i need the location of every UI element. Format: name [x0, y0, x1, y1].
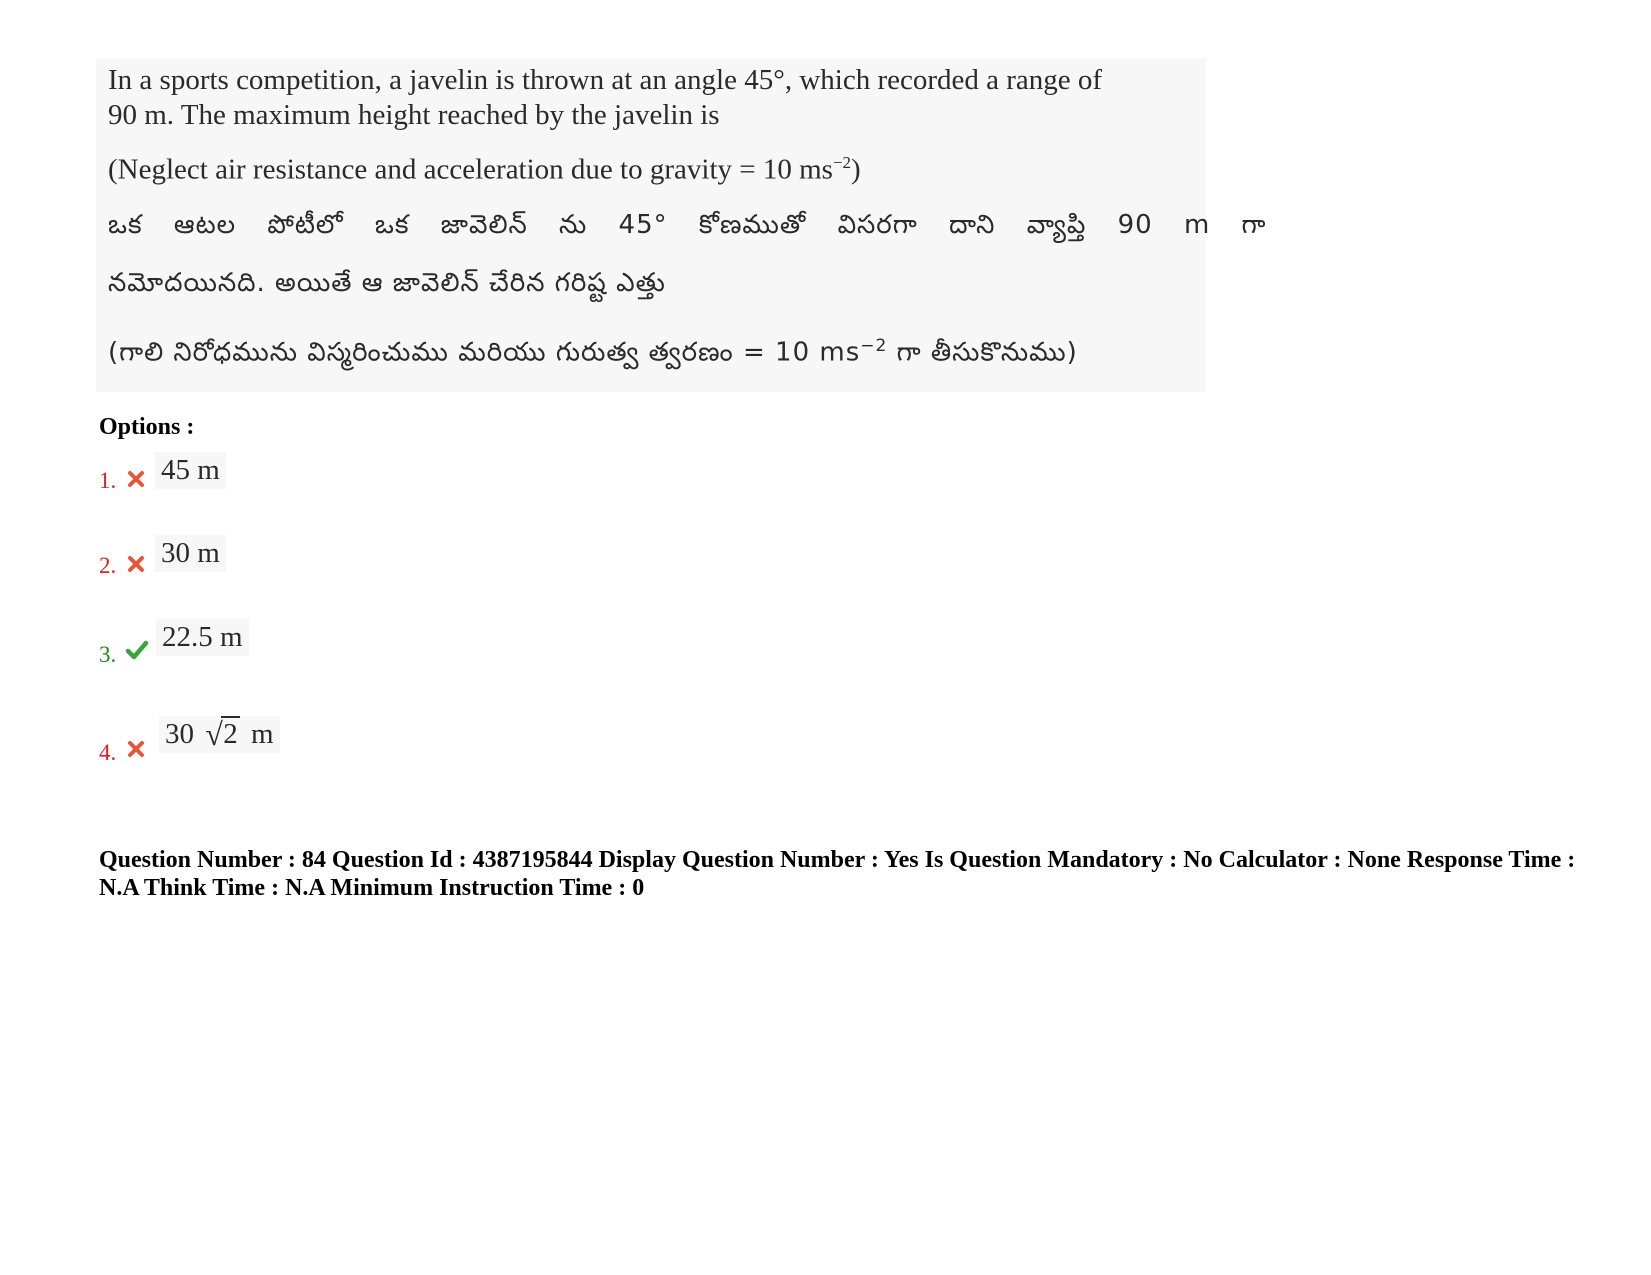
cross-icon: [125, 738, 147, 760]
cross-icon: [125, 553, 147, 575]
question-note: [108, 153, 861, 187]
question-metadata: Question Number : 84 Question Id : 4387195844 Display Question Number : Yes Is Question Mandatory : No Calculator : None Response Time : N.A Think Time : N.A Minimum Instruction Time : 0: [99, 847, 1576, 901]
radical-sign-icon: √: [205, 716, 223, 752]
question-telugu-note-exponent: −2: [860, 336, 888, 356]
question-text-line-2: 90 m. The maximum height reached by the javelin is: [108, 99, 720, 131]
question-telugu-note-close: గా తీసుకొనుము): [887, 337, 1078, 368]
question-telugu-note-text: (గాలి నిరోధమును విస్మరించుము మరియు గురుత్వ త్వరణం = 10 ms: [108, 337, 861, 368]
check-icon: [125, 639, 147, 661]
option-text: 30 m: [155, 535, 226, 572]
option-text-unit: m: [251, 718, 274, 750]
question-telugu-line-1: ఒక ఆటల పోటీలో ఒక జావెలిన్ ను 45° కోణముతో విసరగా దాని వ్యాప్తి 90 m గా: [108, 210, 1267, 240]
option-number: 1.: [99, 468, 117, 493]
options-label: Options :: [99, 414, 195, 440]
option-text: 45 m: [155, 452, 226, 489]
question-note-text: (Neglect air resistance and acceleration due to gravity = 10 ms: [108, 153, 833, 186]
option-number: 4.: [99, 740, 117, 765]
question-image: [96, 58, 1267, 392]
option-text-coefficient: 30: [165, 718, 194, 750]
question-telugu-line-2: నమోదయినది. అయితే ఆ జావెలిన్ చేరిన గరిష్ట ఎత్తు: [108, 268, 666, 298]
radicand: 2: [223, 718, 238, 750]
cross-icon: [125, 468, 147, 490]
option-number: 2.: [99, 553, 117, 578]
question-telugu-note: [108, 336, 1078, 374]
option-text: [159, 716, 280, 753]
question-note-close: ): [851, 153, 861, 186]
question-text-line-1: In a sports competition, a javelin is thrown at an angle 45°, which recorded a range of: [108, 64, 1103, 96]
option-text: 22.5 m: [156, 619, 249, 656]
square-root: [205, 718, 240, 751]
question-note-exponent: −2: [832, 153, 852, 172]
option-number: 3.: [99, 642, 117, 667]
